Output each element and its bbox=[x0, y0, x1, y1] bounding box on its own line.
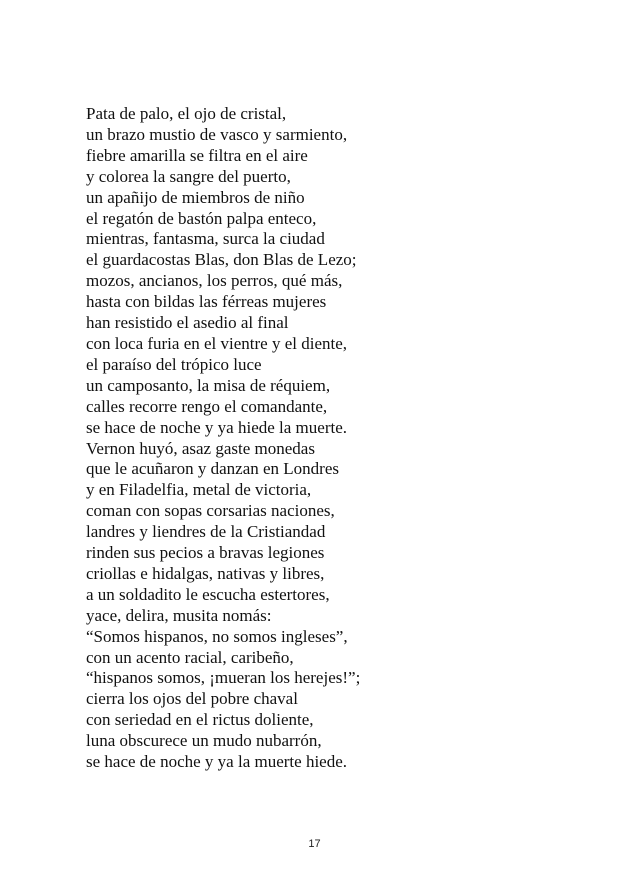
poem-line: criollas e hidalgas, nativas y libres, bbox=[86, 563, 325, 583]
poem-line: mozos, ancianos, los perros, qué más, bbox=[86, 271, 343, 291]
poem-line: con loca furia en el vientre y el diente, bbox=[86, 333, 348, 353]
poem-line: “hispanos somos, ¡mueran los herejes!”; bbox=[86, 668, 361, 688]
poem-line: que le acuñaron y danzan en Londres bbox=[86, 459, 339, 479]
poem-line: con seriedad en el rictus doliente, bbox=[86, 710, 314, 730]
poem-line: y en Filadelfia, metal de victoria, bbox=[86, 480, 312, 500]
poem-line: el paraíso del trópico luce bbox=[86, 354, 262, 374]
poem-line: cierra los ojos del pobre chaval bbox=[86, 689, 298, 709]
poem-text bbox=[86, 104, 606, 773]
poem-line: landres y liendres de la Cristiandad bbox=[86, 522, 326, 542]
poem-line: Pata de palo, el ojo de cristal, bbox=[86, 104, 287, 123]
poem-line: mientras, fantasma, surca la ciudad bbox=[86, 229, 325, 249]
poem-line: calles recorre rengo el comandante, bbox=[86, 396, 328, 416]
poem-line: se hace de noche y ya hiede la muerte. bbox=[86, 417, 348, 437]
poem-line: un camposanto, la misa de réquiem, bbox=[86, 375, 331, 395]
poem-line: se hace de noche y ya la muerte hiede. bbox=[86, 752, 348, 772]
poem-line: luna obscurece un mudo nubarrón, bbox=[86, 731, 322, 751]
poem-line: el guardacostas Blas, don Blas de Lezo; bbox=[86, 250, 357, 270]
poem-line: fiebre amarilla se filtra en el aire bbox=[86, 145, 308, 165]
poem-line: un apañijo de miembros de niño bbox=[86, 187, 305, 207]
poem-line: rinden sus pecios a bravas legiones bbox=[86, 543, 325, 563]
poem-line: hasta con bildas las férreas mujeres bbox=[86, 292, 327, 312]
poem-line: yace, delira, musita nomás: bbox=[86, 605, 272, 625]
poem-line: con un acento racial, caribeño, bbox=[86, 647, 294, 667]
poem-line: Vernon huyó, asaz gaste monedas bbox=[86, 438, 315, 458]
page-number: 17 bbox=[308, 838, 321, 850]
poem-line: coman con sopas corsarias naciones, bbox=[86, 501, 335, 521]
poem-line: han resistido el asedio al final bbox=[86, 313, 289, 333]
poem-line: a un soldadito le escucha estertores, bbox=[86, 584, 330, 604]
poem-line: el regatón de bastón palpa enteco, bbox=[86, 208, 317, 228]
poem-line: y colorea la sangre del puerto, bbox=[86, 166, 291, 186]
poem-line: “Somos hispanos, no somos ingleses”, bbox=[86, 626, 348, 646]
poem-line: un brazo mustio de vasco y sarmiento, bbox=[86, 124, 348, 144]
